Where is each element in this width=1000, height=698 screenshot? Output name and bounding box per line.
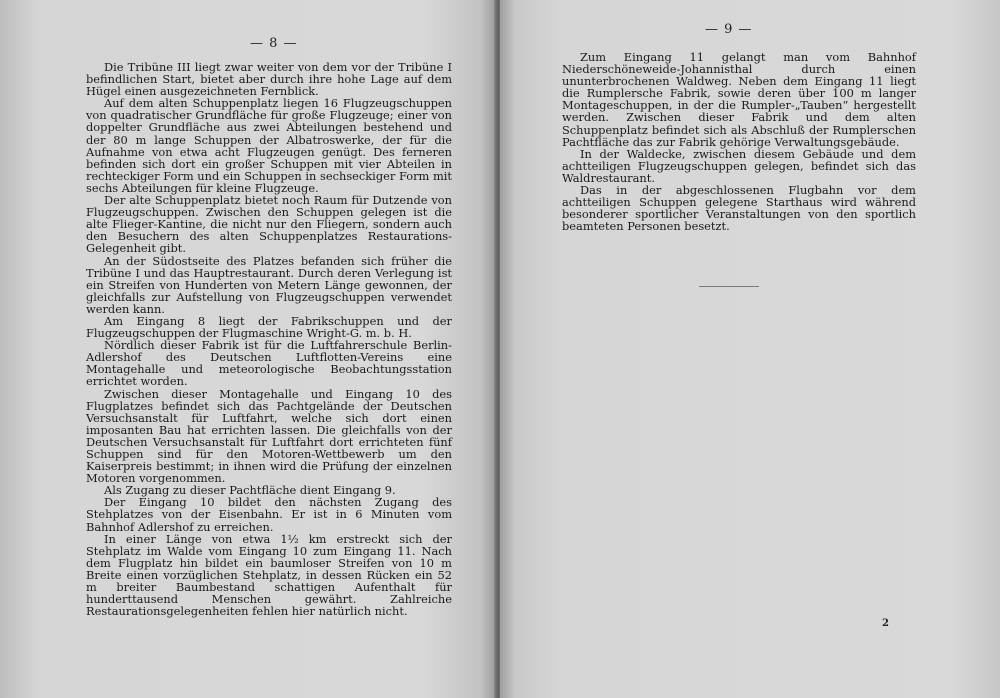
right-page-text xyxy=(562,51,916,232)
paragraph: Die Tribüne III liegt zwar weiter von dem vor der Tribüne I befindlichen Start, bietet aber durch ihre hohe Lage auf dem Hügel einen ausgezeichneten Fernblick. xyxy=(86,60,452,99)
printer-signature-mark: 2 xyxy=(882,618,889,629)
paragraph: Das in der abgeschlossenen Flugbahn vor dem achtteiligen Schuppen gelegene Starthaus wird während besonderer sportlicher Veranstaltungen von den sportlich beamteten Personen besetzt. xyxy=(562,183,916,234)
paragraph: In einer Länge von etwa 1½ km erstreckt sich der Stehplatz im Walde vom Eingang 10 zum Eingang 11. Nach dem Flugplatz hin bildet ein baumloser Streifen von 10 m Breite einen vorzüglichen Stehplatz, in dessen Rücken ein 52 m breiter Baumbestand schattigen Aufenthalt für hunderttausend Menschen gewährt. Zahlreiche Restaurationsgelegenheiten fehlen hier natürlich nicht. xyxy=(86,531,452,619)
left-page-text xyxy=(86,61,452,617)
page-number-left: — 8 — xyxy=(250,36,298,51)
paragraph: In der Waldecke, zwischen diesem Gebäude und dem achtteiligen Flugzeugschuppen gelegen, befindet sich das Waldrestaurant. xyxy=(562,146,916,185)
paragraph: An der Südostseite des Platzes befanden sich früher die Tribüne I und das Hauptrestaurant. Durch deren Verlegung ist ein Streifen von Hunderten von Metern Länge gewonnen, der gleichfalls zur Aufstellung von Flugzeugschuppen verwendet werden kann. xyxy=(86,253,452,316)
paragraph: Zum Eingang 11 gelangt man vom Bahnhof Niederschöneweide-Johannisthal durch einen ununterbrochenen Waldweg. Neben dem Eingang 11 liegt die Rumplersche Fabrik, sowie deren über 100 m langer Montageschuppen, in der die Rumpler-„Tauben“ hergestellt werden. Zwischen dieser Fabrik und dem alten Schuppenplatz befindet sich als Abschluß der Rumplerschen Pachtfläche das zur Fabrik gehörige Verwaltungsgebäude. xyxy=(562,50,916,149)
paragraph: Der alte Schuppenplatz bietet noch Raum für Dutzende von Flugzeugschuppen. Zwischen den Schuppen gelegen ist die alte Flieger-Kantine, die nicht nur den Fliegern, sondern auch den Besuchern des alten Schuppenplatzes Restaurations-Gelegenheit gibt. xyxy=(86,193,452,256)
paragraph: Am Eingang 8 liegt der Fabrikschuppen und der Flugzeugschuppen der Flugmaschine Wright-G. m. b. H. xyxy=(86,313,452,341)
page-number-right: — 9 — xyxy=(705,22,753,37)
paragraph: Als Zugang zu dieser Pachtfläche dient Eingang 9. xyxy=(104,483,396,498)
paragraph: Zwischen dieser Montagehalle und Eingang 10 des Flugplatzes befindet sich das Pachtgelände der Deutschen Versuchsanstalt für Luftfahrt, welche sich dort einen imposanten Bau hat errichten lassen. Die gleichfalls von der Deutschen Versuchsanstalt für Luftfahrt dort errichteten fünf Schuppen sind für den Motoren-Wettbewerb um den Kaiserpreis bestimmt; in ihnen wird die Prüfung der einzelnen Motoren vorgenommen. xyxy=(86,386,452,486)
paragraph: Der Eingang 10 bildet den nächsten Zugang des Stehplatzes von der Eisenbahn. Er ist in 6 Minuten vom Bahnhof Adlershof zu erreichen. xyxy=(86,495,452,534)
section-divider xyxy=(699,286,759,287)
paragraph: Nördlich dieser Fabrik ist für die Luftfahrerschule Berlin-Adlershof des Deutschen Luftflotten-Vereins eine Montagehalle und meteorologische Beobachtungsstation errichtet worden. xyxy=(86,338,452,389)
paragraph: Auf dem alten Schuppenplatz liegen 16 Flugzeugschuppen von quadratischer Grundfläche für große Flugzeuge; einer von doppelter Grundfläche aus zwei Abteilungen bestehend und der 80 m lange Schuppen der Albatroswerke, der für die Aufnahme von etwa acht Flugzeugen genügt. Des ferneren befinden sich dort ein großer Schuppen mit vier Abteilen in rechteckiger Form und ein Schuppen in sechseckiger Form mit sechs Abteilungen für kleine Flugzeuge. xyxy=(86,96,452,195)
left-page xyxy=(0,0,496,698)
right-page xyxy=(500,0,1000,698)
